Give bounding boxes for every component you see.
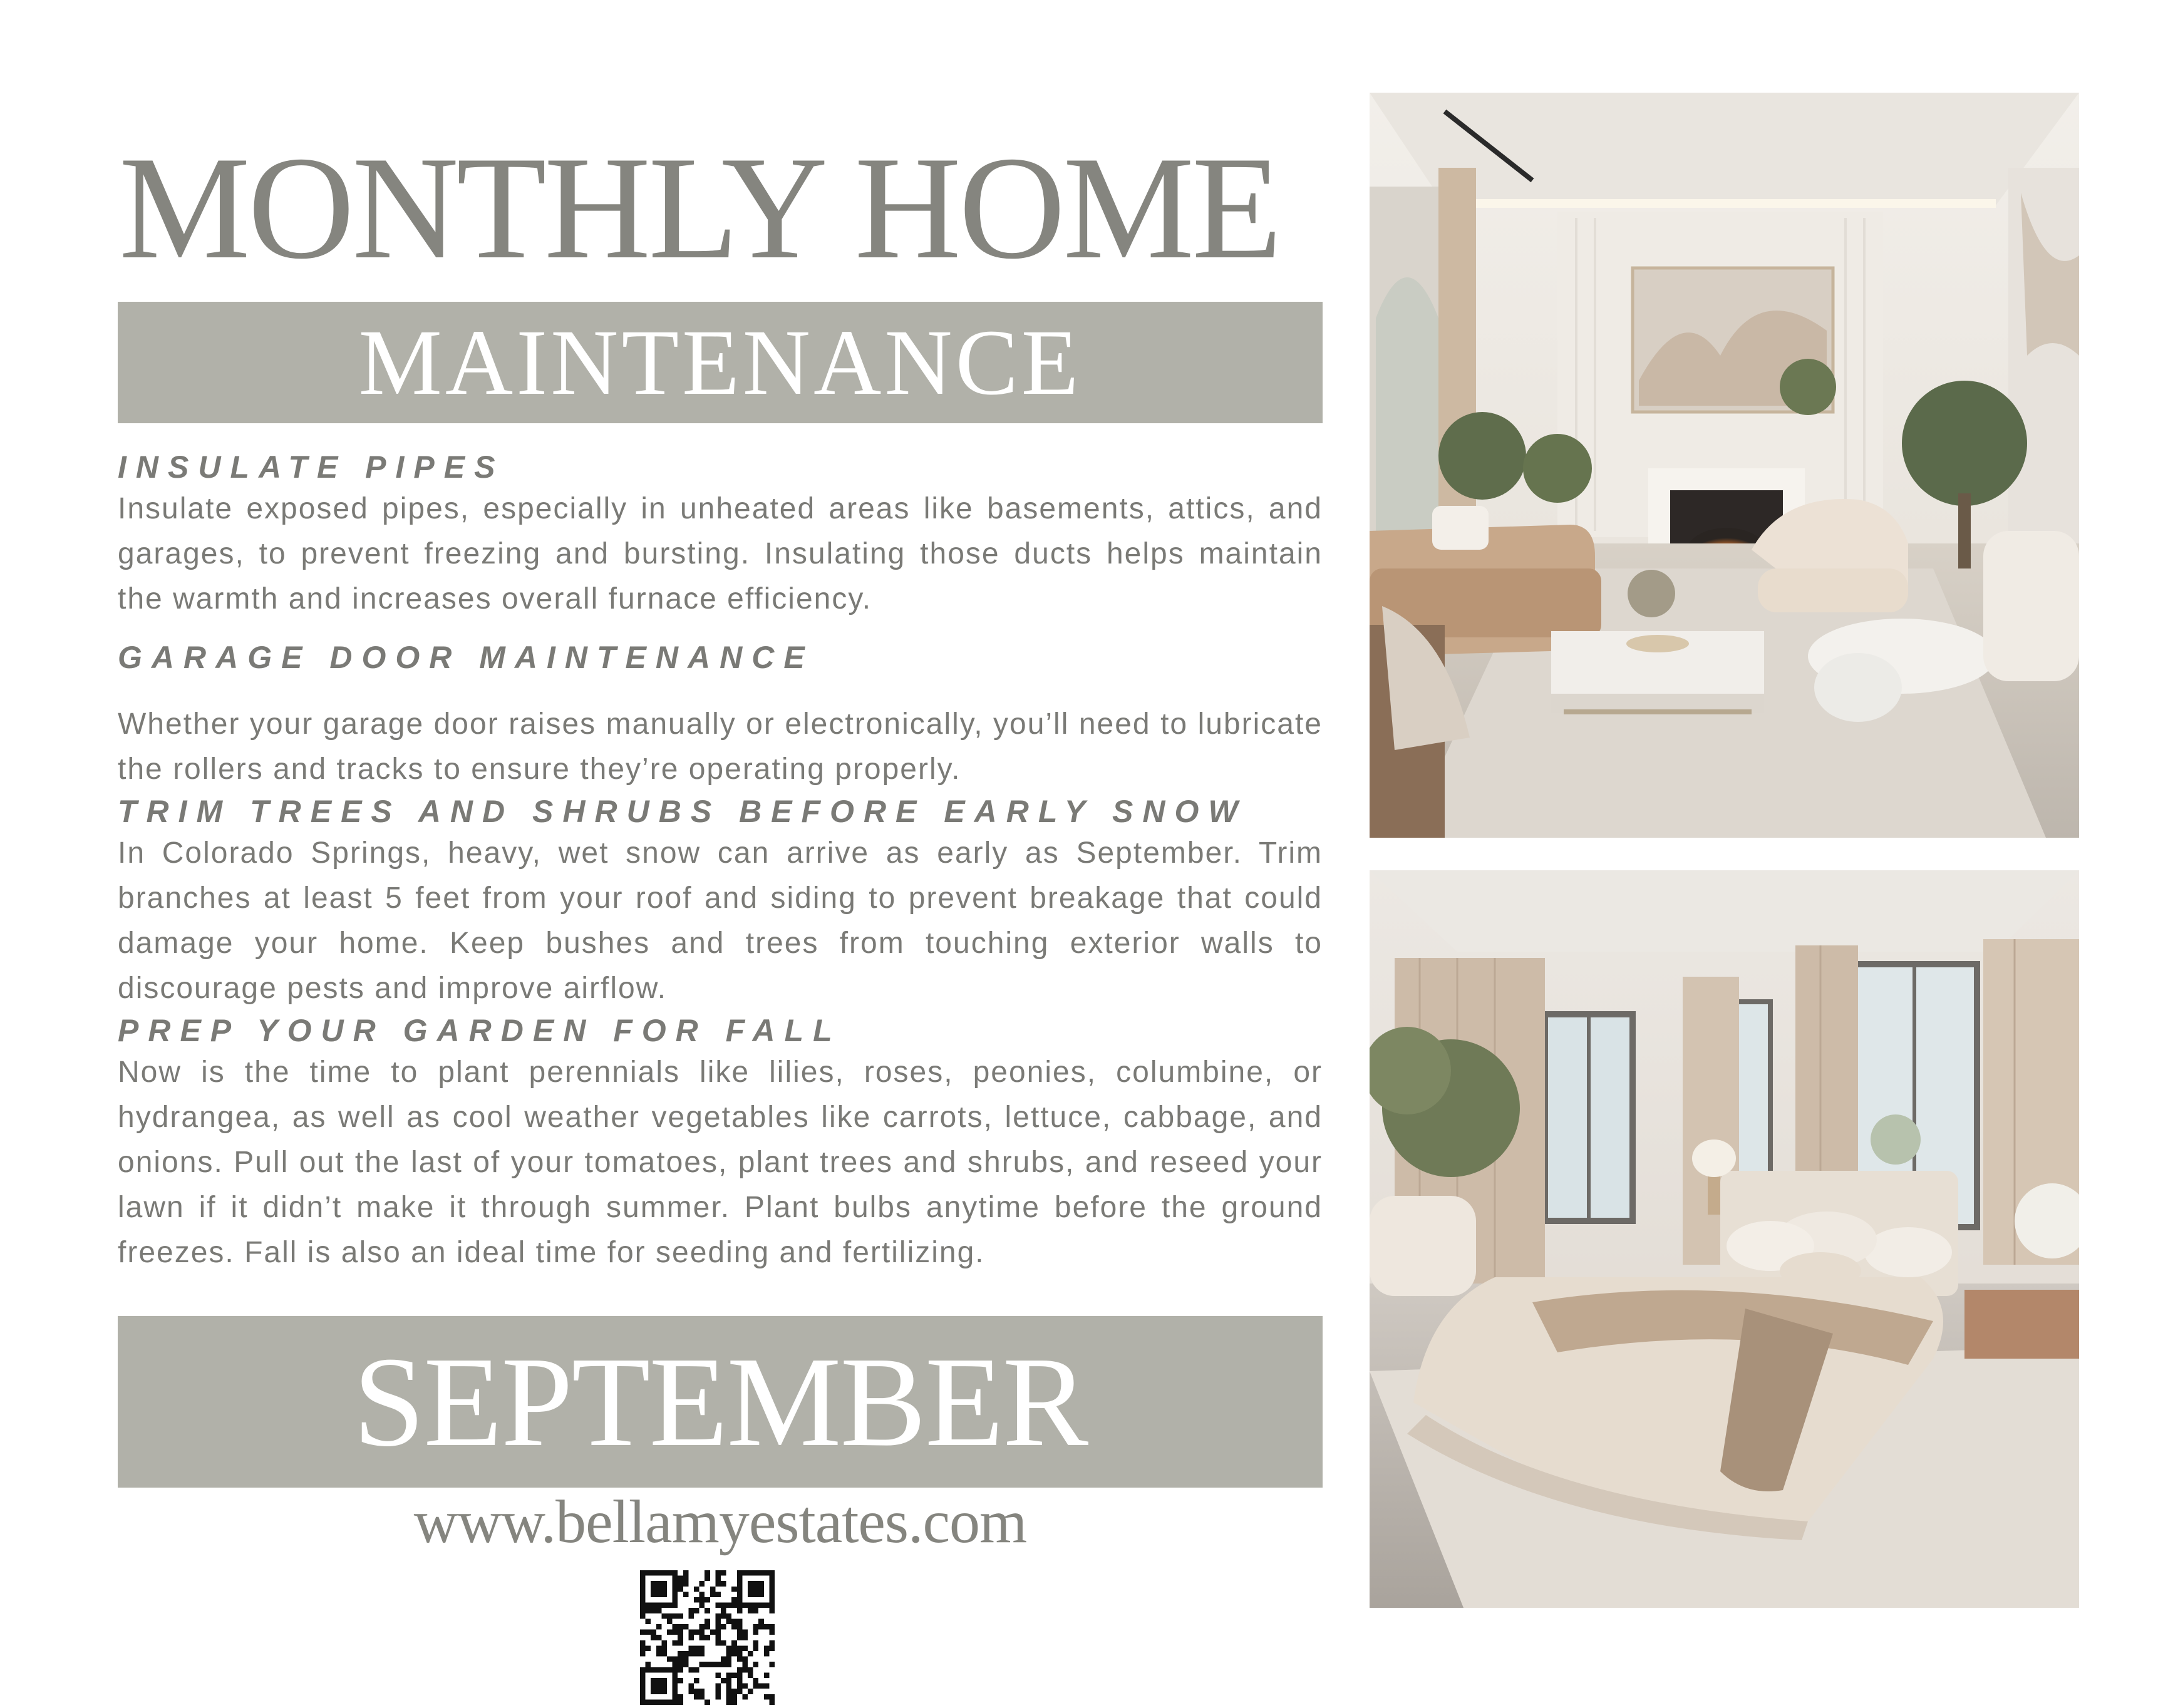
qr-code — [640, 1570, 775, 1705]
bedroom-photo — [1370, 870, 2079, 1608]
section-heading-garden: PREP YOUR GARDEN FOR FALL — [118, 1013, 842, 1048]
maintenance-banner — [118, 302, 1323, 423]
section-body-trim-trees: In Colorado Springs, heavy, wet snow can arrive as early as September. Trim branches at least 5 feet from your roof and siding to prevent breakage that could damage your home. Keep bushes and trees from touching exterior walls to discourage pests and improve airflow. — [118, 836, 1323, 1005]
month-banner — [118, 1316, 1323, 1488]
page-title: MONTHLY HOME — [119, 126, 1280, 290]
section-heading-insulate-pipes: INSULATE PIPES — [118, 450, 505, 485]
section-body-insulate-pipes: Insulate exposed pipes, especially in unheated areas like basements, attics, and garages, to prevent freezing and bursting. Insulating those ducts helps maintain the warmth and increases overall furnace efficiency. — [118, 492, 1323, 615]
living-room-photo — [1370, 93, 2079, 838]
website-link[interactable]: www.bellamyestates.com — [413, 1488, 1027, 1556]
month-banner-text: SEPTEMBER — [353, 1330, 1088, 1473]
section-body-garage-door: Whether your garage door raises manually or electronically, you’ll need to lubricate the rollers and tracks to ensure they’re operating properly. — [118, 707, 1323, 786]
tips-list — [118, 448, 1323, 1275]
section-heading-trim-trees: TRIM TREES AND SHRUBS BEFORE EARLY SNOW — [118, 794, 1247, 829]
section-body-garden: Now is the time to plant perennials like lilies, roses, peonies, columbine, or hydrangea, as well as cool weather vegetables like carrots, lettuce, cabbage, and onions. Pull out the last of your tomatoes, plant trees and shrubs, and reseed your lawn if it didn’t make it through summer. Plant bulbs anytime before the ground freezes. Fall is also an ideal time for seeding and fertilizing. — [118, 1056, 1323, 1269]
maintenance-banner-text: MAINTENANCE — [358, 311, 1082, 414]
section-heading-garage-door: GARAGE DOOR MAINTENANCE — [118, 640, 814, 675]
